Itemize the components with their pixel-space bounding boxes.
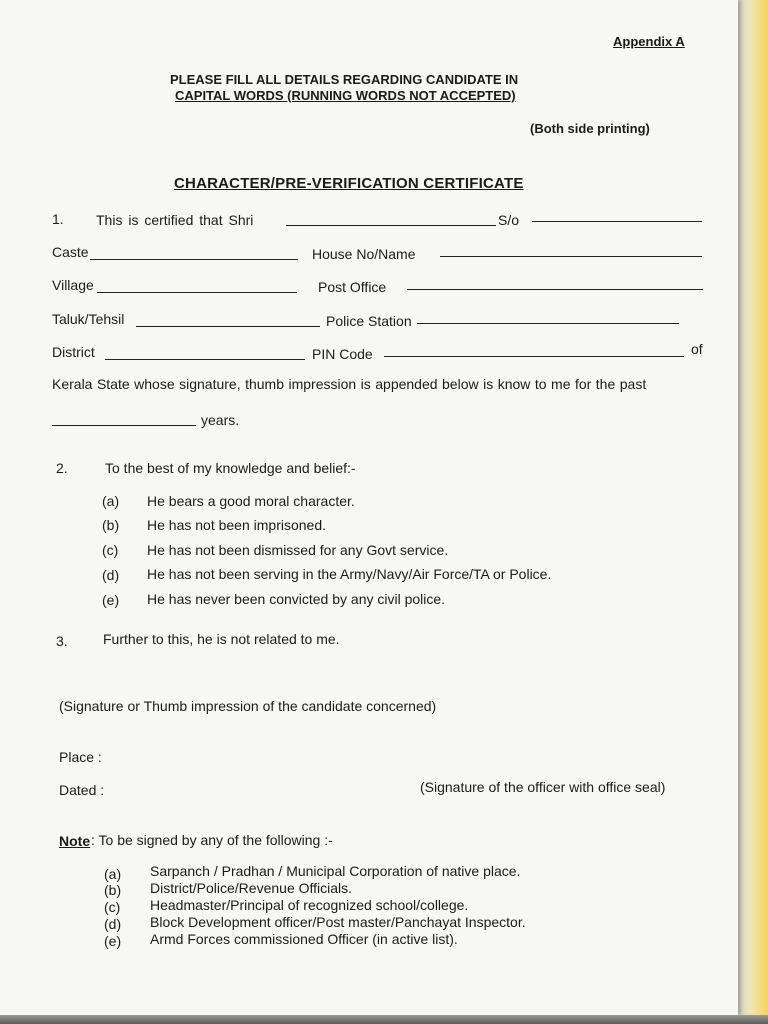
note-text: : To be signed by any of the following :- [91, 832, 333, 848]
years-label: years. [201, 412, 240, 428]
note-item: Headmaster/Principal of recognized school/college. [150, 897, 469, 913]
list-item: He has not been serving in the Army/Navy/Air Force/TA or Police. [147, 566, 552, 582]
note-item-marker: (e) [104, 933, 122, 949]
certificate-title: CHARACTER/PRE-VERIFICATION CERTIFICATE [174, 175, 524, 192]
note-item-marker: (b) [104, 882, 122, 898]
officer-signature-caption: (Signature of the officer with office seal) [420, 779, 666, 795]
caste-label: Caste [52, 244, 89, 260]
caste-field-line[interactable] [90, 259, 298, 260]
note-item-marker: (d) [104, 916, 122, 932]
taluk-field-line[interactable] [136, 326, 320, 327]
note-item-marker: (a) [104, 866, 122, 882]
note-item: Armd Forces commissioned Officer (in active list). [150, 931, 458, 947]
list-item-marker: (d) [102, 567, 120, 583]
kerala-statement: Kerala State whose signature, thumb impression is appended below is know to me for the past [52, 376, 647, 392]
post-office-label: Post Office [318, 279, 387, 295]
note-item: Block Development officer/Post master/Panchayat Inspector. [150, 914, 526, 930]
note-item: Sarpanch / Pradhan / Municipal Corporation of native place. [150, 863, 521, 879]
years-field-line[interactable] [52, 425, 196, 426]
police-station-field-line[interactable] [417, 323, 679, 324]
section-3-number: 3. [56, 633, 68, 649]
district-label: District [52, 344, 95, 360]
candidate-signature-caption: (Signature or Thumb impression of the candidate concerned) [59, 698, 437, 714]
so-label: S/o [498, 212, 520, 228]
certified-text: This is certified that Shri [96, 212, 254, 228]
house-field-line[interactable] [440, 256, 702, 257]
page-bottom-edge [0, 1015, 768, 1024]
section-1-number: 1. [52, 211, 64, 227]
village-label: Village [52, 277, 94, 293]
house-label: House No/Name [312, 246, 416, 262]
instruction-line-2: CAPITAL WORDS (RUNNING WORDS NOT ACCEPTED) [175, 88, 516, 103]
appendix-label: Appendix A [613, 34, 685, 49]
police-station-label: Police Station [326, 313, 412, 329]
list-item-marker: (e) [102, 592, 120, 608]
district-field-line[interactable] [105, 359, 305, 360]
section-2-number: 2. [56, 460, 68, 476]
note-item: District/Police/Revenue Officials. [150, 880, 353, 896]
section-3-text: Further to this, he is not related to me. [103, 631, 340, 647]
village-field-line[interactable] [97, 292, 297, 293]
page-edge [738, 0, 768, 1024]
section-2-heading: To the best of my knowledge and belief:- [105, 460, 356, 476]
dated-label: Dated : [59, 782, 105, 798]
note-label: Note [59, 833, 91, 849]
place-label: Place : [59, 749, 102, 765]
note-item-marker: (c) [104, 899, 121, 915]
name-field-line[interactable] [286, 225, 496, 226]
list-item: He has never been convicted by any civil police. [147, 591, 446, 607]
list-item: He has not been imprisoned. [147, 517, 326, 533]
list-item: He bears a good moral character. [147, 493, 355, 509]
list-item-marker: (a) [102, 493, 120, 509]
printing-note: (Both side printing) [530, 121, 650, 136]
list-item: He has not been dismissed for any Govt service. [147, 542, 449, 558]
pin-code-label: PIN Code [312, 346, 373, 362]
post-office-field-line[interactable] [407, 289, 703, 290]
father-name-field-line[interactable] [532, 221, 702, 222]
instruction-line-1: PLEASE FILL ALL DETAILS REGARDING CANDIDATE IN [170, 72, 519, 87]
list-item-marker: (b) [102, 517, 120, 533]
of-label: of [691, 341, 703, 357]
pin-code-field-line[interactable] [384, 356, 684, 357]
list-item-marker: (c) [102, 542, 119, 558]
taluk-label: Taluk/Tehsil [52, 311, 125, 327]
